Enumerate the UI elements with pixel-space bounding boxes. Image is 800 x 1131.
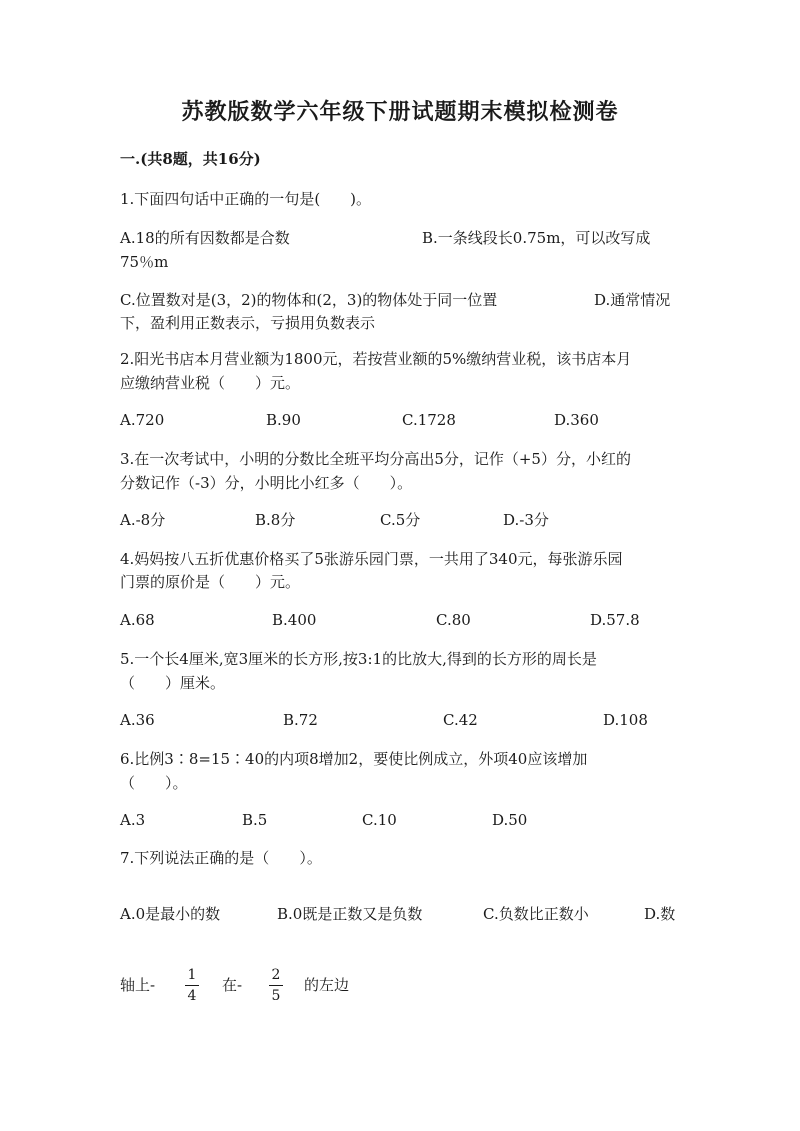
question-6-option-c[interactable]: C.10 [362, 811, 397, 829]
question-1-option-b[interactable]: B.一条线段长0.75m，可以改写成 [422, 229, 651, 247]
question-3-text-line-2: 分数记作（-3）分，小明比小红多（ ）。 [120, 474, 413, 492]
question-2-text-line-1: 2.阳光书店本月营业额为1800元，若按营业额的5%缴纳营业税，该书店本月 [120, 350, 632, 368]
question-3-option-a[interactable]: A.-8分 [120, 511, 166, 529]
question-4-option-c[interactable]: C.80 [436, 611, 471, 629]
question-7-option-d-middle: 在- [222, 976, 243, 994]
question-1-option-a[interactable]: A.18的所有因数都是合数 [120, 229, 290, 247]
question-2-option-d[interactable]: D.360 [554, 411, 599, 429]
question-2-option-c[interactable]: C.1728 [402, 411, 456, 429]
question-6-text-line-2: （ ）。 [120, 774, 188, 792]
question-7-option-d[interactable]: D.数 [644, 905, 676, 923]
question-4-text-line-2: 门票的原价是（ ）元。 [120, 573, 301, 591]
question-2-option-b[interactable]: B.90 [266, 411, 301, 429]
question-7-option-a[interactable]: A.0是最小的数 [120, 905, 221, 923]
question-3-option-b[interactable]: B.8分 [255, 511, 296, 529]
fraction-1-denominator: 4 [187, 988, 197, 1004]
question-5-text-line-2: （ ）厘米。 [120, 674, 226, 692]
question-4-option-b[interactable]: B.400 [272, 611, 317, 629]
question-7-option-c[interactable]: C.负数比正数小 [483, 905, 589, 923]
fraction-one-quarter [185, 966, 199, 1005]
question-2-option-a[interactable]: A.720 [120, 411, 165, 429]
question-7-option-d-suffix: 的左边 [304, 976, 350, 994]
question-6-option-b[interactable]: B.5 [242, 811, 268, 829]
fraction-2-bar [269, 985, 283, 986]
question-7-option-d-prefix: 轴上- [120, 976, 156, 994]
question-1-option-c[interactable]: C.位置数对是(3，2)的物体和(2，3)的物体处于同一位置 [120, 291, 498, 309]
question-7-text: 7.下列说法正确的是（ ）。 [120, 849, 322, 867]
question-5-option-b[interactable]: B.72 [283, 711, 318, 729]
section-heading: 一.(共8题，共16分) [120, 150, 261, 168]
question-1-text: 1.下面四句话中正确的一句是( )。 [120, 190, 372, 208]
question-1-option-d-cont: 下，盈利用正数表示，亏损用负数表示 [120, 314, 376, 332]
question-6-text-line-1: 6.比例3∶8=15∶40的内项8增加2，要使比例成立，外项40应该增加 [120, 750, 588, 768]
question-1-option-d[interactable]: D.通常情况 [594, 291, 671, 309]
fraction-2-numerator: 2 [271, 967, 281, 983]
page-title: 苏教版数学六年级下册试题期末模拟检测卷 [181, 99, 619, 125]
fraction-two-fifths [269, 966, 283, 1005]
question-3-option-c[interactable]: C.5分 [380, 511, 421, 529]
fraction-2-denominator: 5 [271, 988, 281, 1004]
question-7-option-b[interactable]: B.0既是正数又是负数 [277, 905, 423, 923]
question-1-option-b-cont: 75％m [120, 253, 169, 271]
fraction-1-bar [185, 985, 199, 986]
question-5-option-a[interactable]: A.36 [120, 711, 155, 729]
question-3-option-d[interactable]: D.-3分 [503, 511, 549, 529]
question-5-option-c[interactable]: C.42 [443, 711, 478, 729]
question-2-text-line-2: 应缴纳营业税（ ）元。 [120, 374, 301, 392]
question-4-option-a[interactable]: A.68 [120, 611, 155, 629]
question-6-option-d[interactable]: D.50 [492, 811, 528, 829]
question-5-option-d[interactable]: D.108 [603, 711, 648, 729]
question-5-text-line-1: 5.一个长4厘米,宽3厘米的长方形,按3:1的比放大,得到的长方形的周长是 [120, 650, 597, 668]
question-4-text-line-1: 4.妈妈按八五折优惠价格买了5张游乐园门票，一共用了340元，每张游乐园 [120, 550, 623, 568]
question-3-text-line-1: 3.在一次考试中，小明的分数比全班平均分高出5分，记作（+5）分，小红的 [120, 450, 631, 468]
question-4-option-d[interactable]: D.57.8 [590, 611, 640, 629]
question-6-option-a[interactable]: A.3 [120, 811, 146, 829]
fraction-1-numerator: 1 [187, 967, 197, 983]
